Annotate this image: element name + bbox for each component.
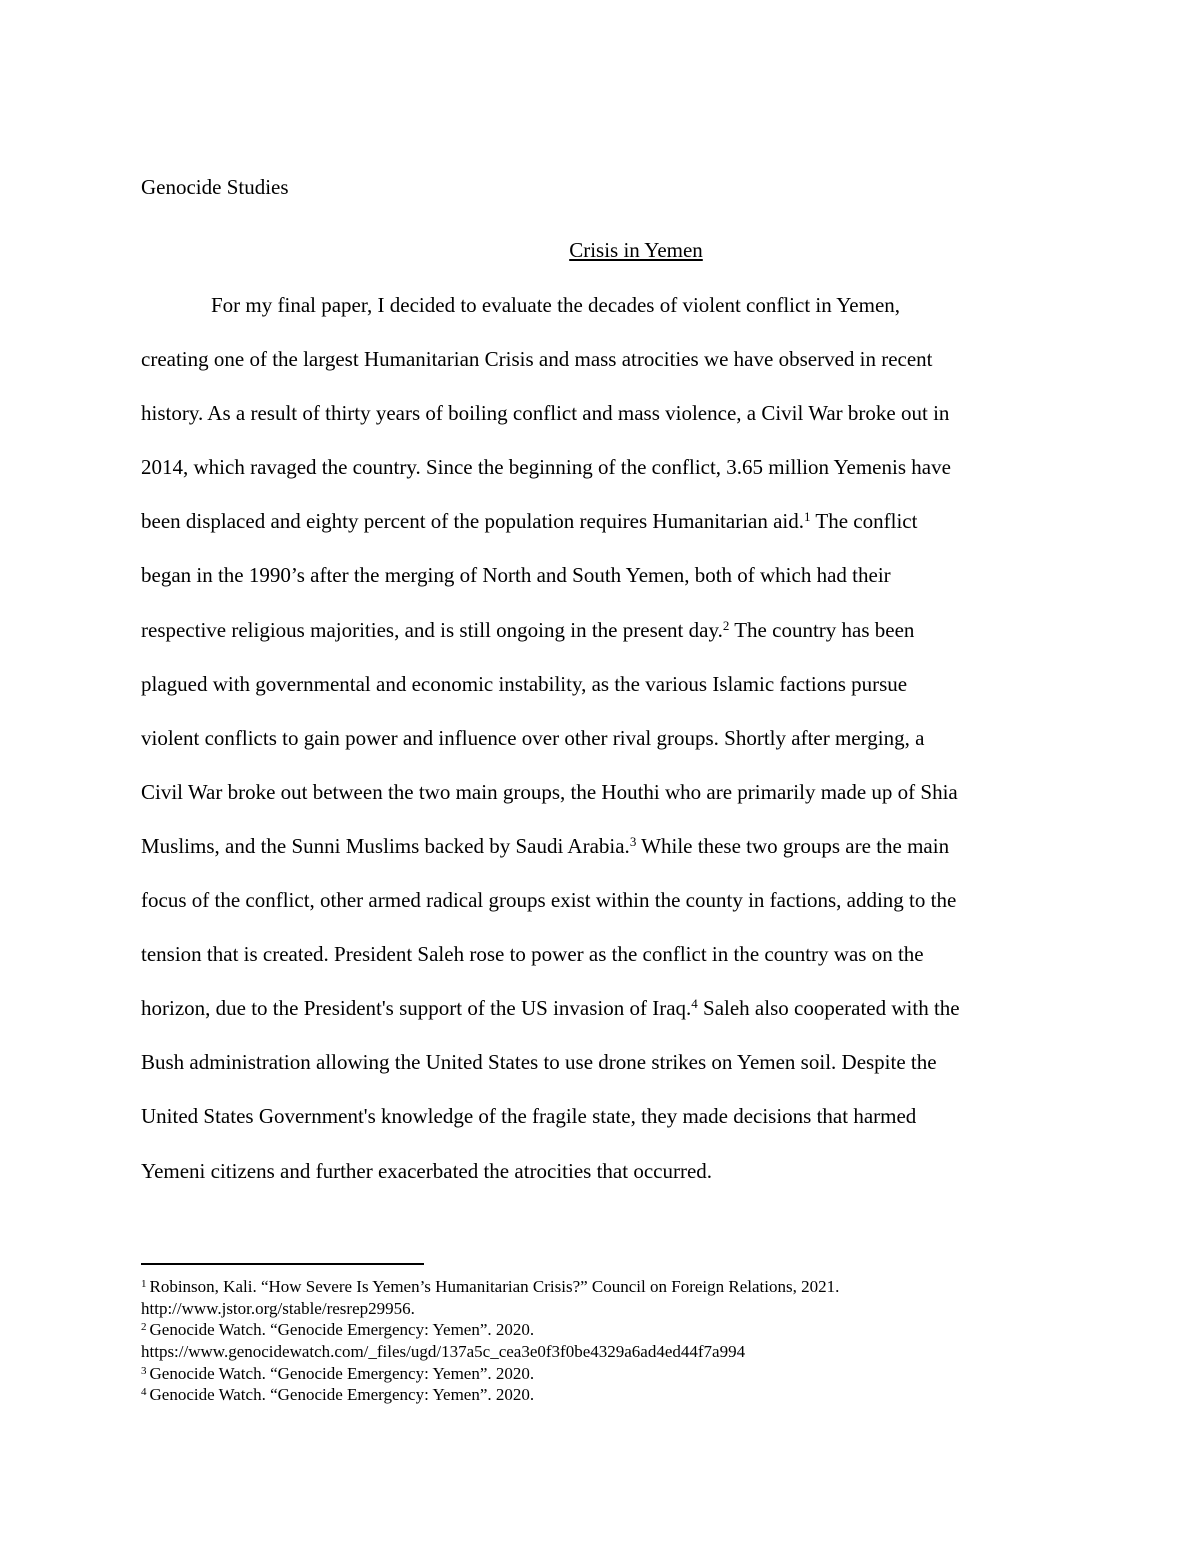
body-line: [141, 610, 1200, 664]
footnote-number: 3: [141, 1364, 147, 1377]
footnote-number: 4: [141, 1386, 147, 1399]
footnote-separator: [141, 1263, 424, 1265]
body-line: [141, 1151, 1200, 1205]
body-line: [141, 772, 1200, 826]
body-line-text: creating one of the largest Humanitarian Crisis and mass atrocities we have observed in recent: [141, 347, 933, 372]
footnotes-section: [141, 1276, 839, 1406]
body-line-text: focus of the conflict, other armed radical groups exist within the county in factions, adding to the: [141, 888, 957, 913]
body-line: [141, 447, 1200, 501]
body-line-text: The conflict: [810, 509, 918, 534]
body-line-text: been displaced and eighty percent of the population requires Humanitarian aid.: [141, 509, 805, 534]
body-line: [141, 501, 1200, 555]
footnote-text: Genocide Watch. “Genocide Emergency: Yemen”. 2020.: [149, 1320, 535, 1340]
body-line-text: Civil War broke out between the two main groups, the Houthi who are primarily made up of Shia: [141, 779, 958, 804]
body-line: [141, 664, 1200, 718]
footnote-number: 2: [141, 1321, 147, 1334]
body-line-text: While these two groups are the main: [636, 833, 950, 858]
body-line: [141, 826, 1200, 880]
footnote-line: [141, 1341, 839, 1363]
footnote-text: Genocide Watch. “Genocide Emergency: Yemen”. 2020.: [149, 1385, 535, 1405]
body-line-text: plagued with governmental and economic instability, as the various Islamic factions pursue: [141, 671, 908, 696]
footnote-line: [141, 1298, 839, 1320]
body-paragraph: [141, 285, 1200, 1205]
body-line-text: Yemeni citizens and further exacerbated the atrocities that occurred.: [141, 1158, 713, 1183]
footnote-line: [141, 1276, 839, 1298]
body-line: [141, 285, 1200, 339]
body-line: [141, 718, 1200, 772]
footnote-link[interactable]: https://www.genocidewatch.com/_files/ugd/137a5c_cea3e0f3f0be4329a6ad4ed44f7a994: [141, 1342, 746, 1362]
footnote-reference[interactable]: 3: [629, 833, 637, 849]
body-line: [141, 934, 1200, 988]
body-line: [141, 339, 1200, 393]
course-name: Genocide Studies: [141, 175, 289, 199]
footnote-reference[interactable]: 1: [804, 509, 811, 525]
footnote-link[interactable]: http://www.jstor.org/stable/resrep29956.: [141, 1298, 415, 1318]
body-line-text: Saleh also cooperated with the: [697, 996, 960, 1021]
footnote-line: [141, 1363, 839, 1385]
body-line-text: respective religious majorities, and is still ongoing in the present day.: [141, 617, 723, 642]
body-line-text: For my final paper, I decided to evaluate the decades of violent conflict in Yemen,: [211, 293, 901, 317]
footnote-text: Robinson, Kali. “How Severe Is Yemen’s Humanitarian Crisis?” Council on Foreign Relations, 2021.: [149, 1277, 840, 1296]
body-line-text: history. As a result of thirty years of boiling conflict and mass violence, a Civil War broke out in: [141, 401, 950, 426]
body-line-text: tension that is created. President Saleh rose to power as the conflict in the country was on the: [141, 942, 924, 967]
footnote-reference[interactable]: 4: [691, 996, 698, 1012]
body-line-text: 2014, which ravaged the country. Since the beginning of the conflict, 3.65 million Yemenis have: [141, 455, 951, 480]
body-line-text: Bush administration allowing the United States to use drone strikes on Yemen soil. Despite the: [141, 1050, 937, 1075]
body-line: [141, 1096, 1200, 1150]
body-line: [141, 1042, 1200, 1096]
body-line: [141, 555, 1200, 609]
body-line-text: The country has been: [729, 617, 915, 642]
footnote-text: Genocide Watch. “Genocide Emergency: Yemen”. 2020.: [149, 1363, 535, 1383]
body-line: [141, 393, 1200, 447]
body-line: [141, 988, 1200, 1042]
footnote-number: 1: [141, 1278, 147, 1290]
footnote-line: [141, 1384, 839, 1406]
body-line-text: United States Government's knowledge of the fragile state, they made decisions that harmed: [141, 1104, 917, 1129]
footnote-line: [141, 1319, 839, 1341]
body-line-text: Muslims, and the Sunni Muslims backed by Saudi Arabia.: [141, 833, 630, 858]
paper-title: Crisis in Yemen: [569, 238, 703, 262]
footnote-reference[interactable]: 2: [722, 617, 730, 633]
body-line-text: horizon, due to the President's support of the US invasion of Iraq.: [141, 996, 692, 1021]
body-line-text: began in the 1990’s after the merging of North and South Yemen, both of which had their: [141, 563, 891, 588]
body-line-text: violent conflicts to gain power and influence over other rival groups. Shortly after merging, a: [141, 725, 925, 750]
body-line: [141, 880, 1200, 934]
